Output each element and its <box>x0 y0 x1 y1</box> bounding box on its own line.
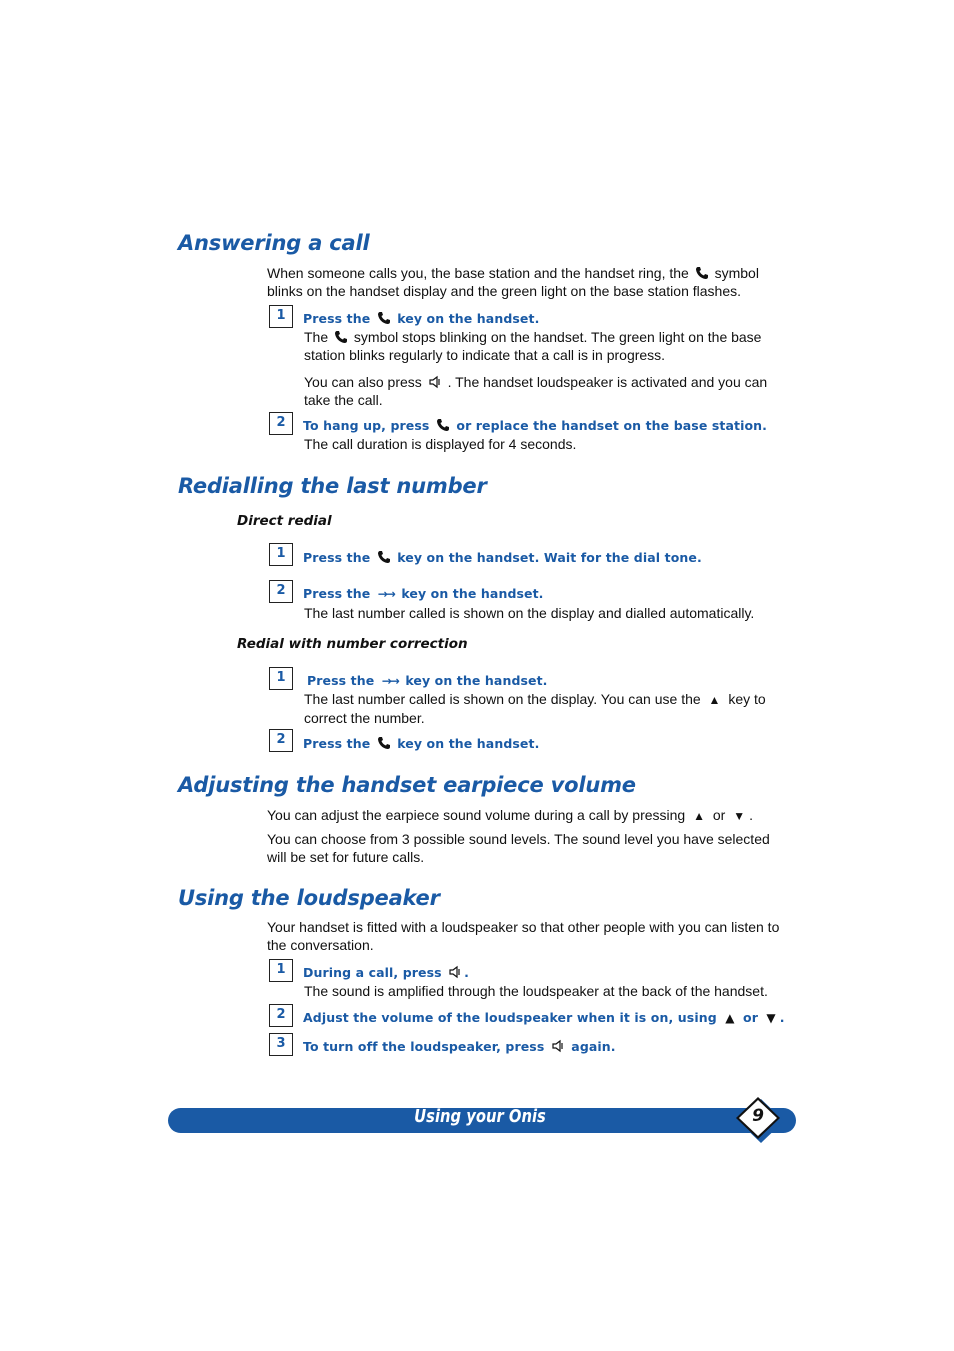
desc-text: The last number called is shown on the display. You can use the <box>304 691 701 707</box>
answering-step1-desc2 <box>304 374 784 409</box>
down-arrow-icon: ▼ <box>766 1011 776 1025</box>
desc-text: You can also press <box>304 374 422 390</box>
step-label-text: During a call, press <box>303 965 442 980</box>
loudspeaker-icon <box>428 375 442 389</box>
answering-intro <box>267 265 787 300</box>
step-label-text: Press the <box>303 311 371 326</box>
answering-step1-instruction <box>303 311 539 326</box>
direct-step2-desc: The last number called is shown on the display and dialled automatically. <box>304 605 755 621</box>
loudspeaker-icon <box>551 1039 565 1053</box>
page-number: 9 <box>752 1106 764 1126</box>
section-title-answering: Answering a call <box>178 231 370 255</box>
correction-step2-instruction <box>303 736 539 751</box>
step-label-text: . <box>779 1010 785 1025</box>
step-number-box: 2 <box>269 1004 293 1027</box>
subtitle-direct-redial: Direct redial <box>237 513 332 529</box>
loudspeaker-icon <box>448 965 462 979</box>
step-label-text: Press the <box>307 673 375 688</box>
desc-text: You can adjust the earpiece sound volume during a call by pressing <box>267 807 686 823</box>
step-label-text: key on the handset. Wait for the dial tone. <box>397 550 702 565</box>
desc-text: The <box>304 329 329 345</box>
footer-title: Using your Onis <box>414 1106 546 1127</box>
phone-icon <box>695 266 709 280</box>
correction-step1-desc <box>304 691 789 727</box>
direct-step2-instruction <box>303 586 544 601</box>
step-number-box: 3 <box>269 1033 293 1056</box>
phone-icon <box>334 330 348 344</box>
step-label-text: To hang up, press <box>303 418 430 433</box>
subtitle-redial-correction: Redial with number correction <box>237 636 468 652</box>
step-number-box: 1 <box>269 959 293 982</box>
loudspeaker-step1-desc: The sound is amplified through the loudspeaker at the back of the handset. <box>304 983 768 999</box>
redial-arrows-icon: →→ <box>381 674 398 688</box>
step-number-box: 1 <box>269 667 293 690</box>
step-label-text: . <box>464 965 470 980</box>
step-label-text: key on the handset. <box>401 586 544 601</box>
section-title-redialling: Redialling the last number <box>178 474 487 498</box>
direct-step1-instruction <box>303 550 702 565</box>
phone-icon <box>377 550 391 564</box>
redial-arrows-icon: →→ <box>377 587 394 601</box>
answering-intro-text-b: symbol <box>714 265 759 281</box>
step-label-text: key on the handset. <box>397 736 540 751</box>
up-arrow-icon: ▲ <box>708 693 721 707</box>
earpiece-p2: You can choose from 3 possible sound levels. The sound level you have selected will be set for future calls. <box>267 831 770 865</box>
step-number-box: 1 <box>269 543 293 566</box>
step-number-box: 2 <box>269 412 293 435</box>
step-number-box: 2 <box>269 729 293 752</box>
phone-icon <box>377 736 391 750</box>
loudspeaker-step1-instruction <box>303 965 469 980</box>
section-title-earpiece: Adjusting the handset earpiece volume <box>178 773 636 797</box>
step-label-text: key on the handset. <box>405 673 548 688</box>
up-arrow-icon: ▲ <box>725 1011 735 1025</box>
earpiece-p1 <box>267 807 753 826</box>
phone-icon <box>436 418 450 432</box>
step-label-text: Adjust the volume of the loudspeaker when it is on, using <box>303 1010 717 1025</box>
step-label-text: or replace the handset on the base station. <box>456 418 767 433</box>
down-arrow-icon: ▼ <box>733 809 746 823</box>
answering-step2-desc: The call duration is displayed for 4 seconds. <box>304 436 577 452</box>
step-label-text: again. <box>571 1039 616 1054</box>
answering-intro-text-c: blinks on the handset display and the green light on the base station flashes. <box>267 282 741 299</box>
desc-text: key to <box>728 691 766 707</box>
loudspeaker-step2-instruction <box>303 1010 785 1025</box>
step-label-text: To turn off the loudspeaker, press <box>303 1039 545 1054</box>
answering-intro-text-a: When someone calls you, the base station and the handset ring, the <box>267 265 689 281</box>
desc-text: take the call. <box>304 391 383 408</box>
step-number-box: 2 <box>269 580 293 603</box>
phone-icon <box>377 311 391 325</box>
loudspeaker-step3-instruction <box>303 1039 616 1054</box>
step-label-text: Press the <box>303 736 371 751</box>
section-title-loudspeaker: Using the loudspeaker <box>178 886 440 910</box>
step-number-box: 1 <box>269 305 293 328</box>
answering-step1-desc1 <box>304 329 784 364</box>
page-number-badge <box>736 1096 786 1146</box>
correction-step1-instruction <box>307 673 548 688</box>
desc-text: correct the number. <box>304 709 425 726</box>
loudspeaker-intro: Your handset is fitted with a loudspeaker so that other people with you can listen to the conversation. <box>267 919 780 953</box>
step-label-text: or <box>743 1010 758 1025</box>
desc-text: or <box>712 807 726 823</box>
desc-text: . The handset loudspeaker is activated and you can <box>447 374 768 390</box>
up-arrow-icon: ▲ <box>693 809 705 823</box>
desc-text: station blinks regularly to indicate that a call is in progress. <box>304 346 666 363</box>
step-label-text: Press the <box>303 550 371 565</box>
step-label-text: key on the handset. <box>397 311 540 326</box>
desc-text: symbol stops blinking on the handset. The green light on the base <box>353 329 762 345</box>
step-label-text: Press the <box>303 586 371 601</box>
answering-step2-instruction <box>303 418 767 433</box>
desc-text: . <box>749 807 753 823</box>
